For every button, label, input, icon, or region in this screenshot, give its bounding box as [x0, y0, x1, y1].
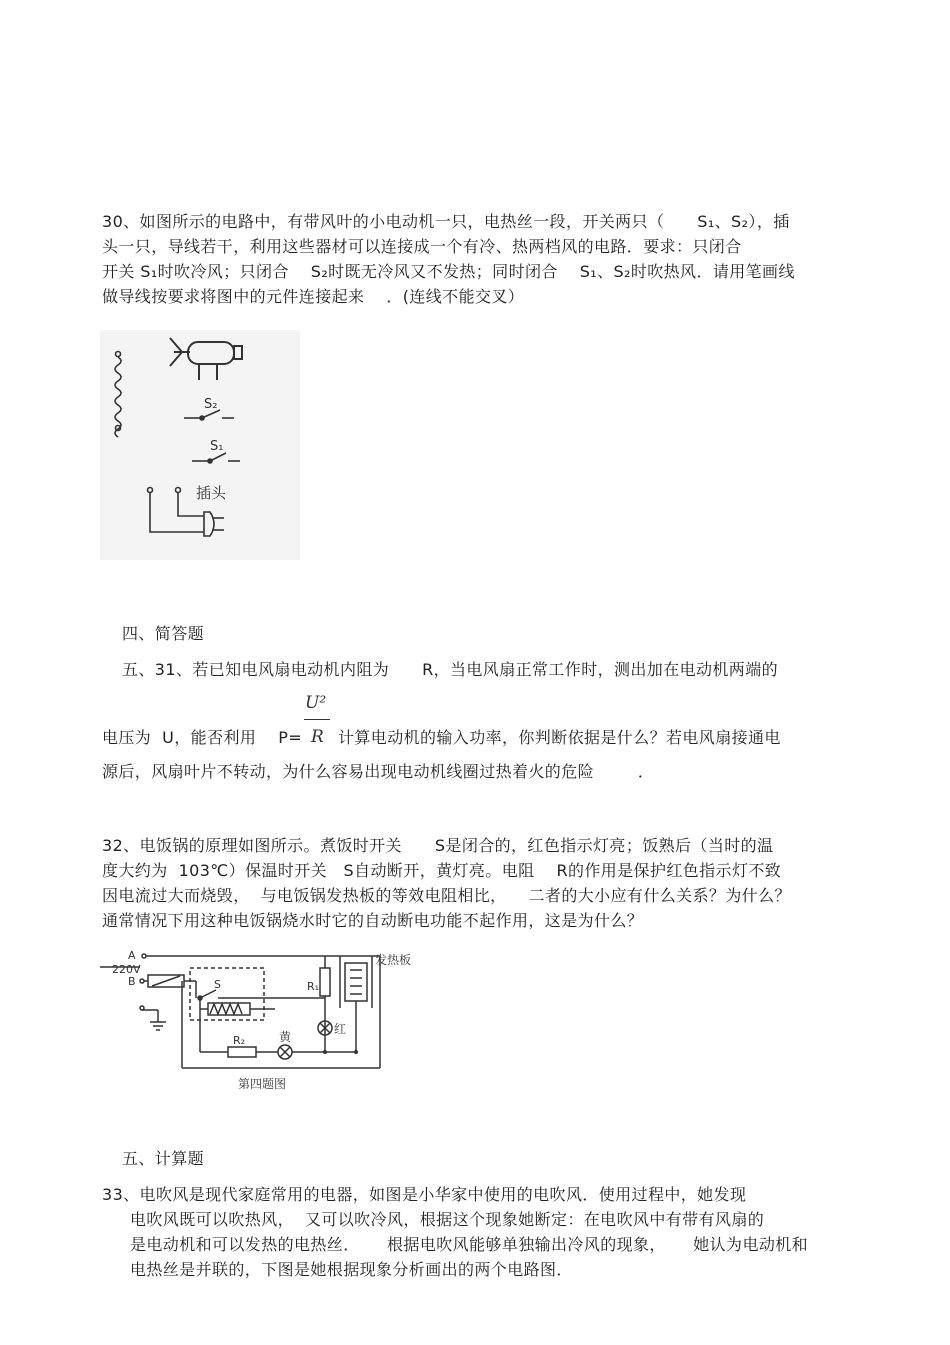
terminal-a-label: A — [128, 949, 136, 962]
section-4-title: 四、简答题 — [122, 624, 205, 643]
q31-line-1: 五、31、若已知电风扇电动机内阻为 R，当电风扇正常工作时，测出加在电动机两端的 — [122, 660, 778, 679]
r1-label: R₁ — [307, 980, 320, 993]
q30-line-1: 30、如图所示的电路中，有带风叶的小电动机一只，电热丝一段，开关两只（ S₁、S₂），插 — [102, 212, 790, 231]
switch-s-label: S — [214, 978, 221, 991]
q30-line-2: 头一只，导线若干，利用这些器材可以连接成一个有冷、热两档风的电路．要求：只闭合 — [102, 237, 742, 256]
q33-line-4: 电热丝是并联的，下图是她根据现象分析画出的两个电路图． — [130, 1260, 573, 1279]
figure-caption: 第四题图 — [238, 1077, 287, 1091]
voltage-label: 220V — [112, 963, 141, 976]
q32-figure — [100, 948, 412, 1097]
q31-line-2-suffix: 计算电动机的输入功率，你判断依据是什么？若电风扇接通电 — [338, 728, 781, 747]
q32-line-2: 度大约为 103℃）保温时开关 S自动断开，黄灯亮。电阻 R的作用是保护红色指示灯不致 — [102, 861, 782, 880]
q30-line-3: 开关 S₁时吹冷风；只闭合 S₂时既无冷风又不发热；同时闭合 S₁、S₂时吹热风．请用笔画线 — [102, 262, 795, 281]
formula-numerator: U² — [305, 693, 327, 713]
q32-line-1: 32、电饭锅的原理如图所示。煮饭时开关 S是闭合的，红色指示灯亮；饭熟后（当时的温 — [102, 836, 774, 855]
q30-line-4: 做导线按要求将图中的元件连接起来 ．(连线不能交叉） — [102, 287, 525, 306]
red-lamp-label: 红 — [334, 1022, 347, 1036]
fraction-bar — [304, 719, 330, 720]
q32-line-3: 因电流过大而烧毁， 与电饭锅发热板的等效电阻相比， 二者的大小应有什么关系？为什么？ — [102, 886, 791, 905]
r2-label: R₂ — [233, 1034, 246, 1047]
section-5-title: 五、计算题 — [122, 1149, 205, 1168]
switch-s1-label: S₁ — [210, 439, 224, 454]
q31-line-2-prefix: 电压为 U，能否利用 P= — [102, 728, 303, 747]
q33-line-2: 电吹风既可以吹热风， 又可以吹冷风，根据这个现象她断定：在电吹风中有带有风扇的 — [130, 1210, 765, 1229]
terminal-b-label: B — [128, 975, 136, 988]
q30-figure — [100, 330, 300, 564]
yellow-lamp-label: 黄 — [279, 1030, 292, 1044]
heating-plate-label: 发热板 — [375, 953, 412, 967]
q33-line-1: 33、电吹风是现代家庭常用的电器，如图是小华家中使用的电吹风．使用过程中，她发现 — [102, 1185, 747, 1204]
plug-label: 插头 — [196, 484, 227, 502]
switch-s2-label: S₂ — [204, 397, 218, 412]
q31-line-3: 源后，风扇叶片不转动，为什么容易出现电动机线圈过热着火的危险 ． — [102, 762, 655, 781]
formula-denominator: R — [311, 727, 324, 747]
q32-line-4: 通常情况下用这种电饭锅烧水时它的自动断电功能不起作用，这是为什么？ — [102, 911, 644, 930]
q33-line-3: 是电动机和可以发热的电热丝． 根据电吹风能够单独输出冷风的现象， 她认为电动机和 — [130, 1235, 809, 1254]
